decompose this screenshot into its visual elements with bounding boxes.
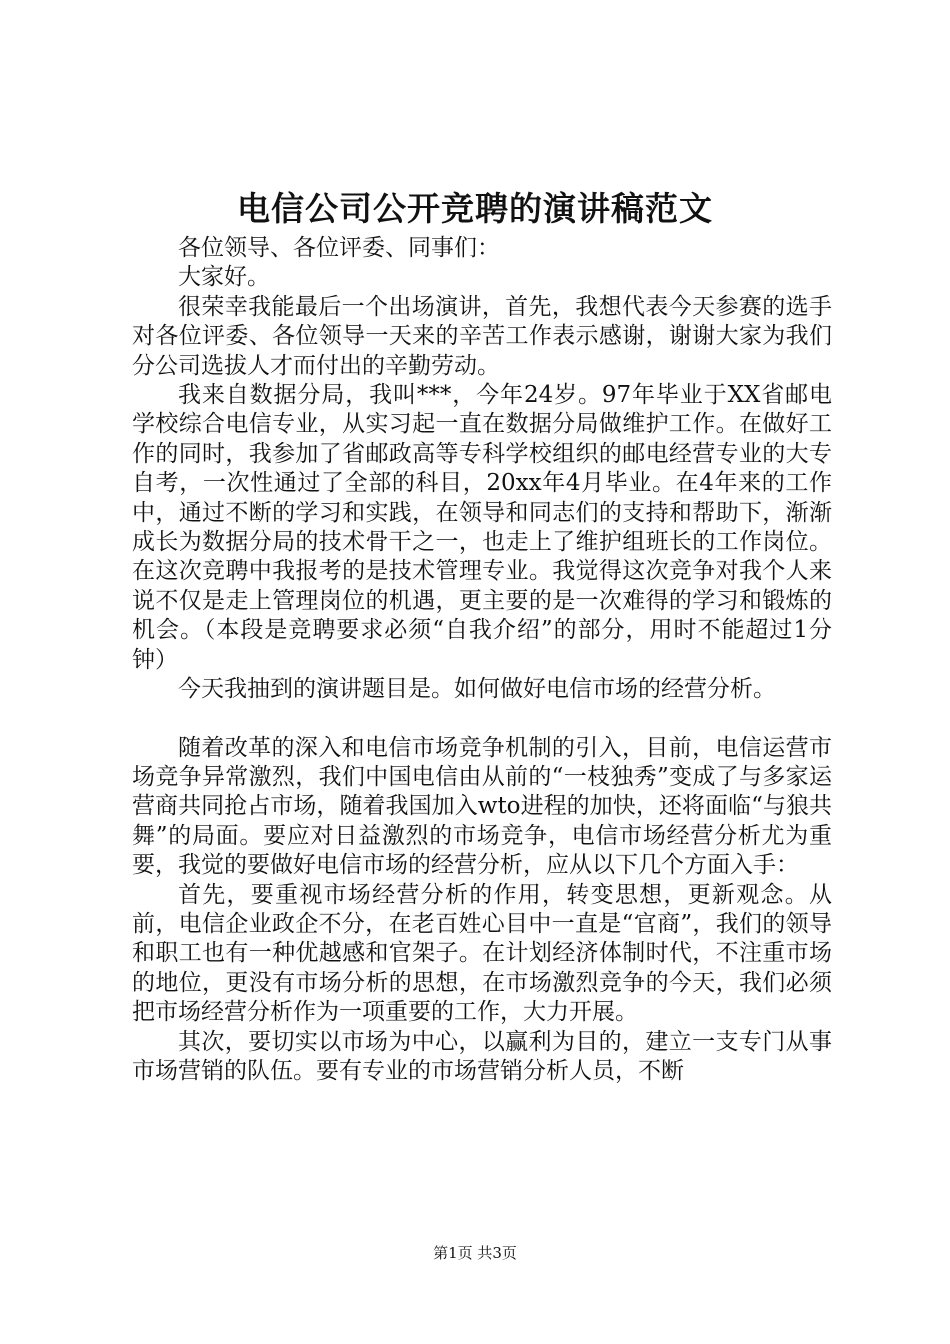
paragraph-background: 随着改革的深入和电信市场竞争机制的引入，目前，电信运营市场竞争异常激烈，我们中国电信由从前的“一枝独秀”变成了与多家运营商共同抢占市场，随着我国加入wto进程的加快，还将面临“与狼共舞”的局面。要应对日益激烈的市场竞争，电信市场经营分析尤为重要，我觉的要做好电信市场的经营分析，应从以下几个方面入手： <box>132 734 832 879</box>
salutation: 各位领导、各位评委、同事们： <box>178 235 500 261</box>
page-footer: 第1页 共3页 <box>433 1244 517 1262</box>
greeting: 大家好。 <box>178 264 270 291</box>
document-body <box>132 234 832 1086</box>
paragraph-first-point: 首先，要重视市场经营分析的作用，转变思想，更新观念。从前，电信企业政企不分，在老百姓心目中一直是“官商”，我们的领导和职工也有一种优越感和官架子。在计划经济体制时代，不注重市场的地位，更没有市场分析的思想，在市场激烈竞争的今天，我们必须把市场经营分析作为一项重要的工作，大力开展。 <box>132 881 832 1026</box>
paragraph-second-point: 其次，要切实以市场为中心，以赢利为目的，建立一支专门从事市场营销的队伍。要有专业的市场营销分析人员，不断 <box>132 1028 832 1084</box>
document-title: 电信公司公开竞聘的演讲稿范文 <box>237 189 713 228</box>
paragraph-self-introduction: 我来自数据分局，我叫***，今年24岁。97年毕业于XX省邮电学校综合电信专业，从实习起一直在数据分局做维护工作。在做好工作的同时，我参加了省邮政高等专科学校组织的邮电经营专业的大专自考，一次性通过了全部的科目，20xx年4月毕业。在4年来的工作中，通过不断的学习和实践，在领导和同志们的支持和帮助下，渐渐成长为数据分局的技术骨干之一，也走上了维护组班长的工作岗位。在这次竞聘中我报考的是技术管理专业。我觉得这次竞争对我个人来说不仅是走上管理岗位的机遇，更主要的是一次难得的学习和锻炼的机会。（本段是竞聘要求必须“自我介绍”的部分，用时不能超过1分钟） <box>132 382 832 673</box>
paragraph-thanks: 很荣幸我能最后一个出场演讲，首先，我想代表今天参赛的选手对各位评委、各位领导一天来的辛苦工作表示感谢，谢谢大家为我们分公司选拔人才而付出的辛勤劳动。 <box>132 293 832 379</box>
paragraph-topic: 今天我抽到的演讲题目是。如何做好电信市场的经营分析。 <box>178 676 776 703</box>
